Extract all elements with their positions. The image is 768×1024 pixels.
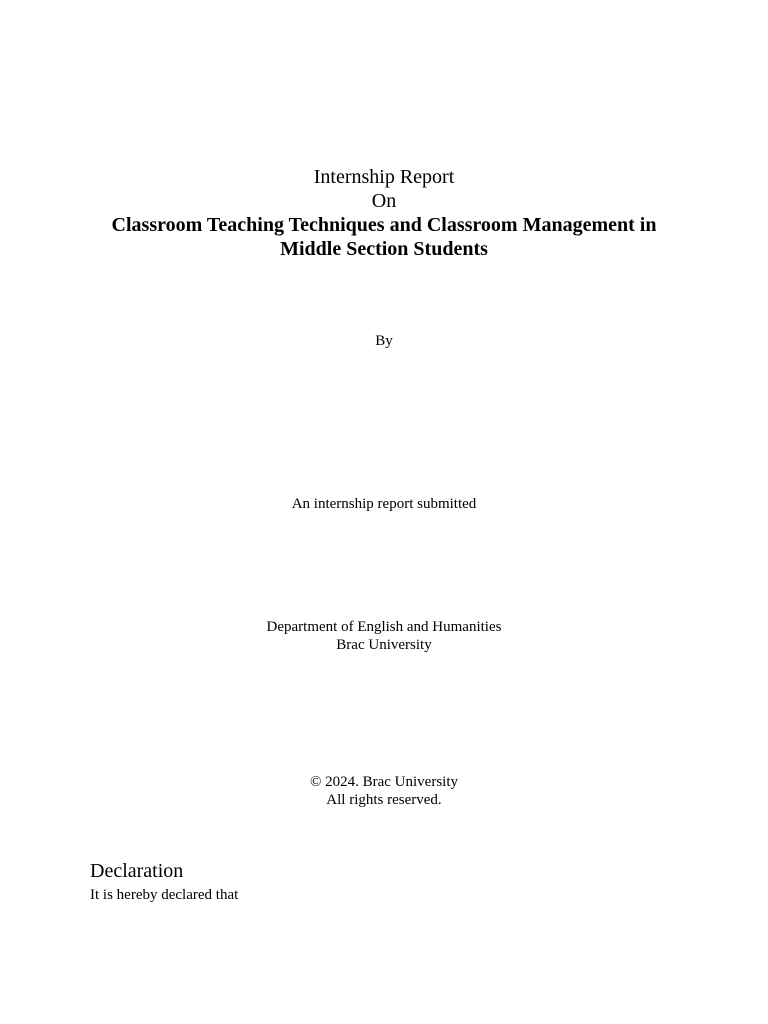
author-by-label: By: [375, 333, 393, 349]
declaration-heading: Declaration: [90, 860, 184, 882]
department-name: Department of English and Humanities: [266, 619, 502, 635]
submission-statement: An internship report submitted: [291, 496, 477, 512]
report-title: [0, 213, 768, 261]
report-title-line-2: Middle Section Students: [280, 238, 488, 260]
copyright-notice: © 2024. Brac University: [309, 774, 459, 790]
rights-notice: All rights reserved.: [326, 792, 442, 808]
university-name: Brac University: [336, 637, 432, 653]
report-type: Internship Report: [313, 166, 455, 188]
report-title-line-1: Classroom Teaching Techniques and Classroom Management in: [111, 214, 657, 236]
report-connector: On: [371, 190, 397, 212]
declaration-text: It is hereby declared that: [90, 887, 239, 903]
